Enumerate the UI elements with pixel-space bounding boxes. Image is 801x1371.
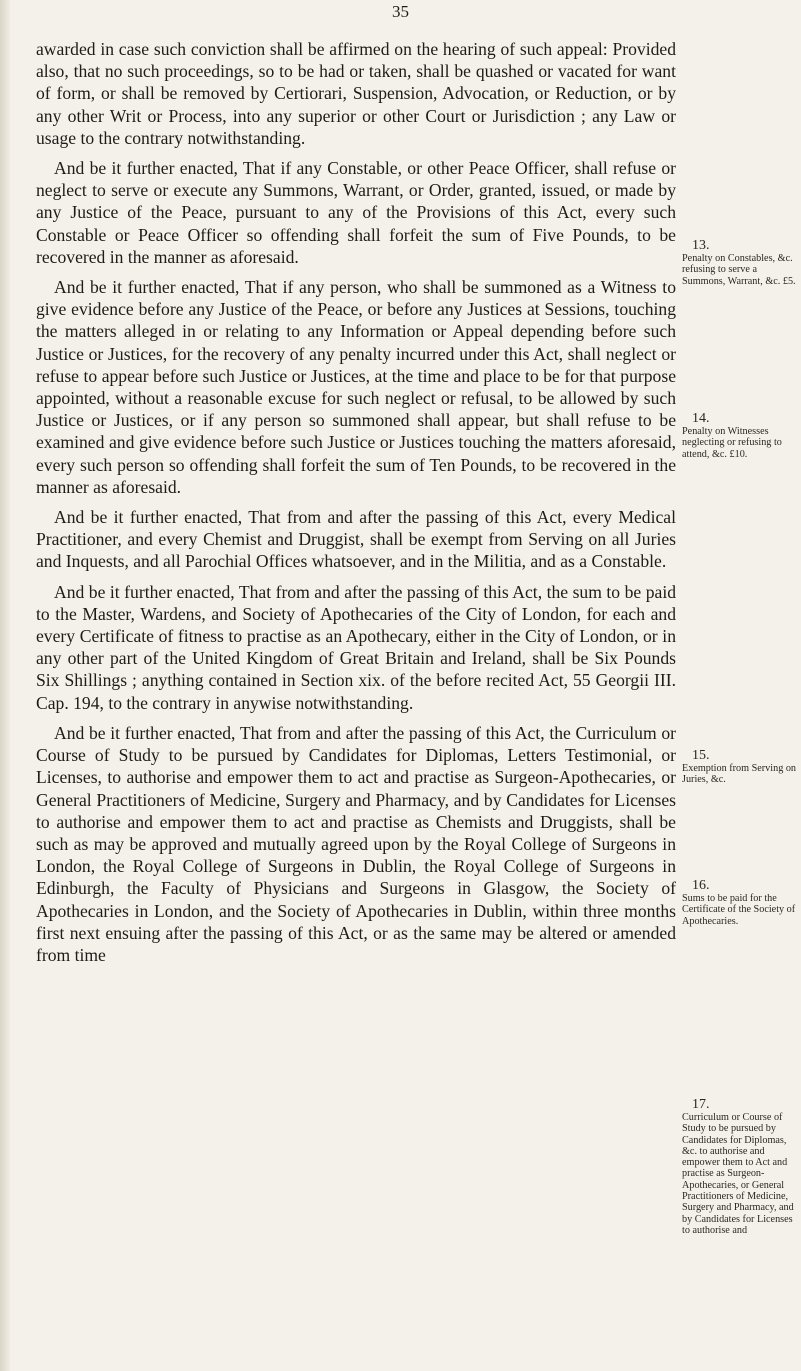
margin-note-number: 14. — [692, 411, 710, 426]
paragraph-17: And be it further enacted, That from and after the passing of this Act, the Curriculum or Course of Study to be pursued by Candidates for Diplomas, Letters Testimonial, or Licenses, to authorise and empower them to act and practise as Surgeon-Apothecaries, or General Practitioners of Medicine, Surgery and Pharmacy, and by Candidates for Licenses to authorise and empower them to act and practise as Chemists and Druggists, shall be such as may be approved and mutually agreed upon by the Royal College of Surgeons in London, the Royal College of Surgeons in Dublin, the Royal College of Surgeons in Edinburgh, the Faculty of Physicians and Surgeons in Glasgow, the Society of Apothecaries in London, and the Society of Apothecaries in Dublin, within three months first next ensuing after the passing of this Act, or as the same may be altered or amended from time — [36, 722, 676, 965]
paragraph-13: And be it further enacted, That if any Constable, or other Peace Officer, shall refuse or neglect to serve or execute any Summons, Warrant, or Order, granted, issued, or made by any Justice of the Peace, pursuant to any of the Provisions of this Act, every such Constable or Peace Officer so offending shall forfeit the sum of Five Pounds, to be recovered in the manner as aforesaid. — [36, 158, 676, 267]
margin-note-text: Exemption from Serving on Juries, &c. — [682, 763, 797, 786]
margin-note-text: Penalty on Constables, &c. refusing to serve a Summons, Warrant, &c. £5. — [682, 253, 796, 287]
paragraph-12-continued: awarded in case such conviction shall be affirmed on the hearing of such appeal: Provided also, that no such proceedings, so to be had or taken, shall be quashed or vacated for want of form, or shall be removed by Certiorari, Suspension, Advocation, or Reduction, or by any other Writ or Process, into any superior or other Court or Jurisdiction ; any Law or usage to the contrary notwithstanding. — [36, 39, 676, 148]
margin-note-15 — [682, 748, 797, 786]
paragraph-16: And be it further enacted, That from and after the passing of this Act, the sum to be paid to the Master, Wardens, and Society of Apothecaries of the City of London, for each and every Certificate of fitness to practise as an Apothecary, either in the City of London, or in any other part of the United Kingdom of Great Britain and Ireland, shall be Six Pounds Six Shillings ; anything contained in Section xix. of the before recited Act, 55 Georgii III. Cap. 194, to the contrary in anywise notwithstanding. — [36, 581, 676, 713]
margin-note-16 — [682, 878, 797, 927]
paragraph-15: And be it further enacted, That from and after the passing of this Act, every Medical Practitioner, and every Chemist and Druggist, shall be exempt from Serving on all Juries and Inquests, and all Parochial Offices whatsoever, and in the Militia, and as a Constable. — [36, 507, 676, 572]
main-text — [36, 38, 676, 974]
page-binding-edge — [0, 0, 10, 1371]
margin-note-number: 17. — [692, 1097, 710, 1112]
page-number: 35 — [392, 2, 409, 21]
margin-note-text: Curriculum or Course of Study to be pursued by Candidates for Diplomas, &c. to authorise and empower them to Act and practise as Surgeon-Apothecaries, or General Practitioners of Medicine, Surgery and Pharmacy, and by Candidates for Licenses to authorise and — [682, 1112, 794, 1236]
margin-note-text: Sums to be paid for the Certificate of the Society of Apothecaries. — [682, 893, 796, 927]
margin-note-number: 13. — [692, 238, 710, 253]
margin-note-14 — [682, 411, 797, 460]
margin-note-text: Penalty on Witnesses neglecting or refusing to attend, &c. £10. — [682, 426, 782, 460]
margin-note-13 — [682, 238, 797, 287]
margin-note-number: 16. — [692, 878, 710, 893]
margin-note-number: 15. — [692, 748, 710, 763]
paragraph-14: And be it further enacted, That if any person, who shall be summoned as a Witness to give evidence before any Justice of the Peace, or before any Justices at Sessions, touching the matters alleged in or relating to any Information or Appeal depending before such Justice or Justices, for the recovery of any penalty incurred under this Act, shall neglect or refuse to appear before such Justice or Justices, at the time and place to be for that purpose appointed, without a reasonable excuse for such neglect or refusal, to be allowed by such Justice or Justices, or if any person so summoned shall appear, but shall refuse to be examined and give evidence before such Justice or Justices touching the matters aforesaid, every such person so offending shall forfeit the sum of Ten Pounds, to be recovered in the manner as aforesaid. — [36, 277, 676, 497]
margin-note-17 — [682, 1097, 797, 1236]
